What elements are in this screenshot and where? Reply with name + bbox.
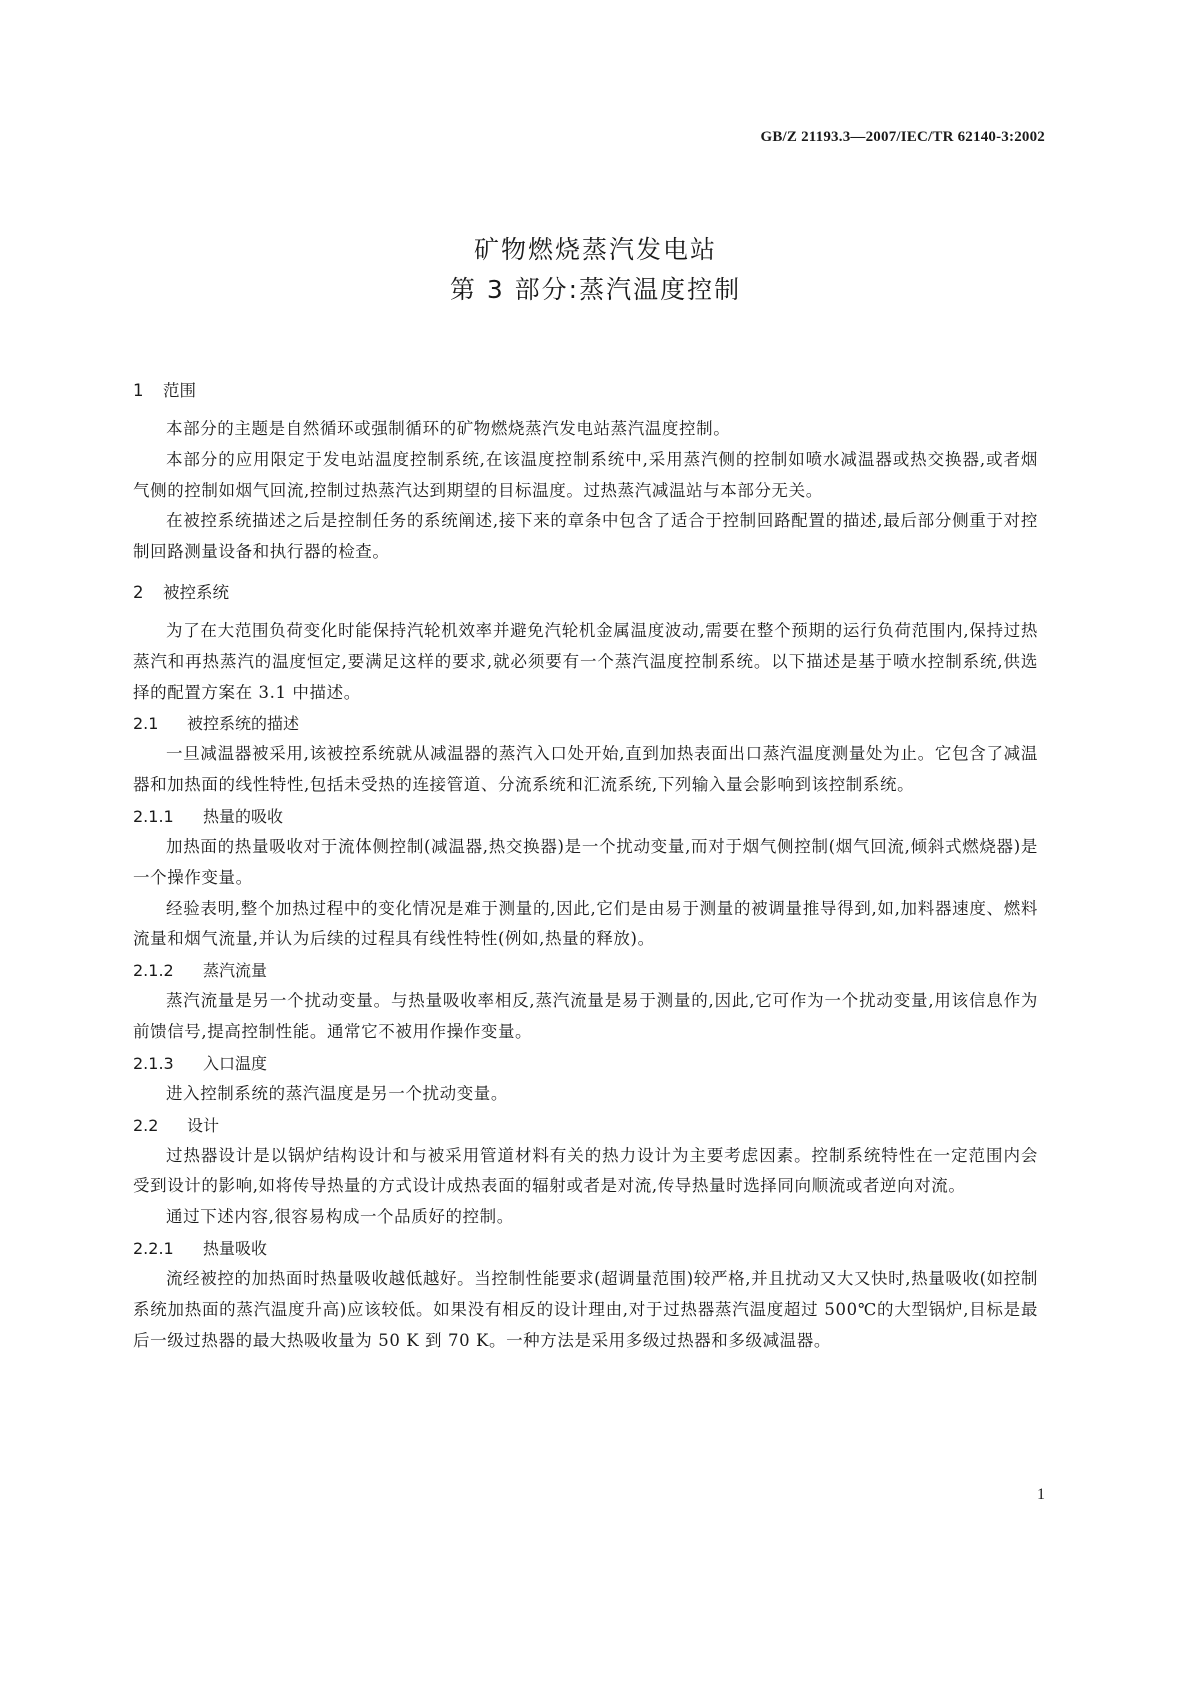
section-heading-1: [133, 380, 1038, 414]
section-number: 2: [133, 582, 144, 602]
section-title: 热量的吸收: [203, 806, 284, 826]
paragraph: 在被控系统描述之后是控制任务的系统阐述,接下来的章条中包含了适合于控制回路配置的描述,最后部分侧重于对控制回路测量设备和执行器的检查。: [133, 511, 1038, 562]
standard-number: GB/Z 21193.3—2007/IEC/TR 62140-3:2002: [760, 129, 1045, 145]
title-line-1: 矿物燃烧蒸汽发电站: [473, 235, 717, 264]
section-heading-2-2-1: [133, 1233, 1038, 1264]
section-title: 热量吸收: [203, 1238, 268, 1258]
paragraph: 蒸汽流量是另一个扰动变量。与热量吸收率相反,蒸汽流量是易于测量的,因此,它可作为一个扰动变量,用该信息作为前馈信号,提高控制性能。通常它不被用作操作变量。: [133, 991, 1038, 1041]
section-title: 范围: [163, 381, 196, 400]
section-title: 设计: [187, 1115, 220, 1135]
paragraph: 为了在大范围负荷变化时能保持汽轮机效率并避免汽轮机金属温度波动,需要在整个预期的运行负荷范围内,保持过热蒸汽和再热蒸汽的温度恒定,要满足这样的要求,就必须要有一个蒸汽温度控制系统。以下描述是基于喷水控制系统,供选择的配置方案在 3.1 中描述。: [133, 620, 1038, 702]
section-number: 2.2.1: [133, 1238, 174, 1258]
section-title: 被控系统: [163, 582, 229, 602]
section-number: 2.2: [133, 1115, 159, 1135]
section-heading-2-1-2: [133, 955, 1038, 986]
section-title: 入口温度: [203, 1053, 268, 1073]
paragraph: 一旦减温器被采用,该被控系统就从减温器的蒸汽入口处开始,直到加热表面出口蒸汽温度测量处为止。它包含了减温器和加热面的线性特性,包括未受热的连接管道、分流系统和汇流系统,下列输入量会影响到该控制系统。: [133, 744, 1038, 795]
section-heading-2: [133, 582, 1038, 616]
page-number: 1: [1037, 1486, 1045, 1503]
section-heading-2-1-1: [133, 801, 1038, 832]
section-heading-2-1: [133, 708, 1038, 739]
section-number: 2.1: [133, 714, 159, 734]
paragraph: 经验表明,整个加热过程中的变化情况是难于测量的,因此,它们是由易于测量的被调量推导得到,如,加料器速度、燃料流量和烟气流量,并认为后续的过程具有线性特性(例如,热量的释放)。: [133, 898, 1038, 949]
paragraph: 过热器设计是以锅炉结构设计和与被采用管道材料有关的热力设计为主要考虑因素。控制系统特性在一定范围内会受到设计的影响,如将传导热量的方式设计成热表面的辐射或者是对流,传导热量时选择同向顺流或者逆向对流。: [133, 1145, 1038, 1196]
section-heading-2-2: [133, 1110, 1038, 1141]
paragraph: 加热面的热量吸收对于流体侧控制(减温器,热交换器)是一个扰动变量,而对于烟气侧控制(烟气回流,倾斜式燃烧器)是一个操作变量。: [133, 836, 1038, 887]
paragraph: 进入控制系统的蒸汽温度是另一个扰动变量。: [166, 1083, 508, 1103]
paragraph: 本部分的应用限定于发电站温度控制系统,在该温度控制系统中,采用蒸汽侧的控制如喷水减温器或热交换器,或者烟气侧的控制如烟气回流,控制过热蒸汽达到期望的目标温度。过热蒸汽减温站与本部分无关。: [133, 449, 1038, 500]
section-number: 2.1.2: [133, 961, 174, 981]
section-title: 蒸汽流量: [203, 961, 268, 981]
section-number: 2.1.3: [133, 1053, 174, 1073]
section-heading-2-1-3: [133, 1048, 1038, 1079]
document-body: [133, 380, 1038, 1356]
paragraph: 通过下述内容,很容易构成一个品质好的控制。: [166, 1207, 514, 1227]
section-number: 2.1.1: [133, 806, 174, 826]
section-number: 1: [133, 381, 144, 400]
paragraph: 流经被控的加热面时热量吸收越低越好。当控制性能要求(超调量范围)较严格,并且扰动又大又快时,热量吸收(如控制系统加热面的蒸汽温度升高)应该较低。如果没有相反的设计理由,对于过热器蒸汽温度超过 500℃的大型锅炉,目标是最后一级过热器的最大热吸收量为 50 K 到 70 K。一种方法是采用多级过热器和多级减温器。: [133, 1268, 1038, 1350]
paragraph: 本部分的主题是自然循环或强制循环的矿物燃烧蒸汽发电站蒸汽温度控制。: [166, 419, 731, 438]
document-title: [0, 230, 1191, 310]
section-title: 被控系统的描述: [187, 714, 300, 734]
title-line-2: 第 3 部分:蒸汽温度控制: [449, 275, 742, 304]
